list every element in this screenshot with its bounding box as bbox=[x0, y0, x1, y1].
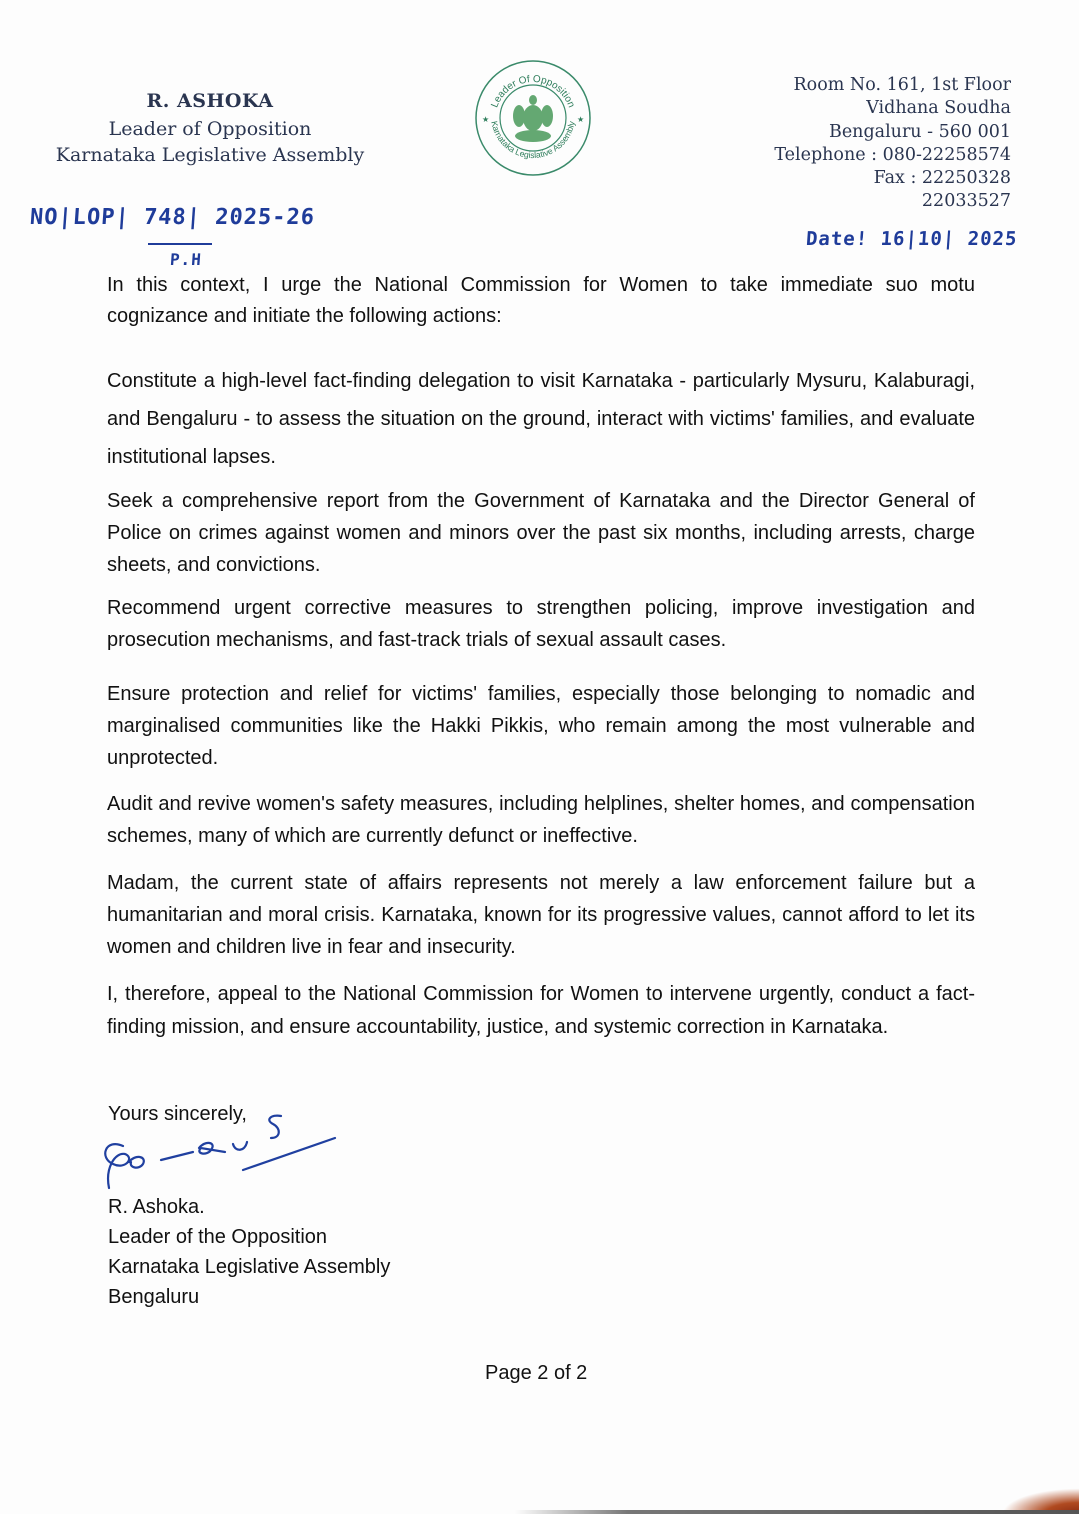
handwritten-reference-number: NO|LOP| 748| 2025-26 bbox=[29, 205, 316, 230]
body-paragraph-4 bbox=[107, 592, 975, 656]
paragraph-text: Constitute a high-level fact-finding delegation to visit Karnataka - particularly Mysuru, Kalaburagi, and Bengaluru - to assess the situation on the ground, interact with victims' families, and evaluate institutional lapses. bbox=[107, 370, 975, 468]
sender-name: R. ASHOKA bbox=[146, 90, 274, 112]
svg-text:★: ★ bbox=[482, 115, 490, 124]
paragraph-text: In this context, I urge the National Commission for Women to take immediate suo motu cognizance and initiate the following actions: bbox=[107, 274, 975, 327]
signatory-name: R. Ashoka. bbox=[108, 1196, 205, 1218]
letterhead-address bbox=[774, 74, 1011, 214]
address-city: Bengaluru - 560 001 bbox=[828, 121, 1011, 142]
body-paragraph-8 bbox=[107, 978, 975, 1044]
address-building: Vidhana Soudha bbox=[866, 98, 1011, 119]
body-paragraph-3 bbox=[107, 485, 975, 581]
paragraph-text: Seek a comprehensive report from the Government of Karnataka and the Director General of Police on crimes against women and minors over the past six months, including arrests, charge sheets, and convictions. bbox=[107, 490, 975, 576]
signatory-city: Bengaluru bbox=[108, 1286, 200, 1308]
seal-top-text: Leader Of Opposition bbox=[489, 73, 577, 110]
body-paragraph-6 bbox=[107, 788, 975, 852]
seal-bottom-text: Karnataka Legislative Assembly bbox=[489, 120, 577, 161]
signature-block bbox=[108, 1192, 390, 1312]
signatory-designation: Leader of the Opposition bbox=[108, 1226, 328, 1248]
page-bottom-edge bbox=[515, 1510, 1079, 1514]
paragraph-text: Recommend urgent corrective measures to strengthen policing, improve investigation and prosecution mechanisms, and fast-track trials of sexual assault cases. bbox=[107, 597, 975, 651]
paragraph-text: I, therefore, appeal to the National Commission for Women to intervene urgently, conduct a fact-finding mission, and ensure accountability, justice, and systemic correction in Karnataka. bbox=[107, 983, 975, 1038]
address-fax: Fax : 22250328 bbox=[873, 168, 1011, 189]
paragraph-text: Audit and revive women's safety measures, including helplines, shelter homes, and compensation schemes, many of which are currently defunct or ineffective. bbox=[107, 793, 975, 847]
body-paragraph-5 bbox=[107, 678, 975, 774]
letterhead-sender bbox=[40, 90, 380, 168]
paragraph-text: Ensure protection and relief for victims' families, especially those belonging to nomadic and marginalised communities like the Hakki Pikkis, who remain among the most vulnerable and unprotected. bbox=[107, 683, 975, 769]
address-fax-2: 22033527 bbox=[921, 191, 1011, 212]
body-paragraph-1 bbox=[107, 270, 975, 332]
body-paragraph-2 bbox=[107, 362, 975, 476]
reference-underline bbox=[148, 243, 212, 245]
sender-assembly: Karnataka Legislative Assembly bbox=[55, 144, 365, 166]
address-room: Room No. 161, 1st Floor bbox=[793, 75, 1011, 95]
svg-text:★: ★ bbox=[577, 115, 585, 124]
signatory-assembly: Karnataka Legislative Assembly bbox=[108, 1256, 391, 1278]
closing-salutation: Yours sincerely, bbox=[108, 1103, 247, 1125]
address-telephone: Telephone : 080-22258574 bbox=[774, 144, 1011, 165]
page-number: Page 2 of 2 bbox=[485, 1362, 588, 1384]
paragraph-text: Madam, the current state of affairs represents not merely a law enforcement failure but a humanitarian and moral crisis. Karnataka, known for its progressive values, cannot afford to let its women and children live in fear and insecurity. bbox=[107, 872, 975, 958]
handwritten-date: Date! 16|10| 2025 bbox=[804, 228, 1018, 250]
sender-title: Leader of Opposition bbox=[108, 118, 312, 140]
page-corner-shadow bbox=[959, 1474, 1079, 1514]
official-seal-icon bbox=[473, 58, 593, 178]
handwritten-signature-icon bbox=[95, 1108, 355, 1198]
body-paragraph-7 bbox=[107, 867, 975, 963]
handwritten-reference-sub: P.H bbox=[169, 250, 203, 269]
